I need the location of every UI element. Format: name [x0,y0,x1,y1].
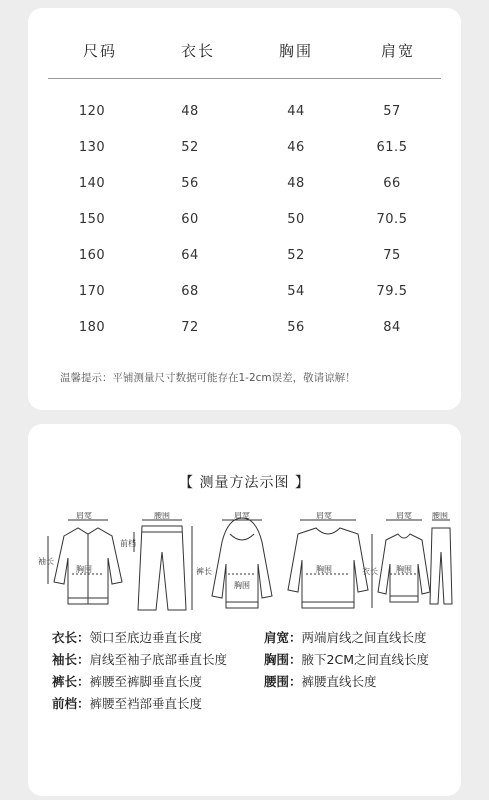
table-row [28,104,461,128]
label-chest: 胸围 [234,581,250,590]
method-title: 【 测量方法示图 】 [179,475,310,491]
header-chest: 胸围 [278,42,313,60]
cell-chest: 50 [287,212,305,227]
definition-waist: 腰围：裤腰直线长度 [264,674,377,689]
label-shoulder: 肩宽 [234,512,250,520]
definition-pants-length: 裤长：裤腰至裤脚垂直长度 [52,674,203,689]
table-header [28,40,461,70]
measurement-diagram [36,512,454,624]
cell-chest: 54 [287,284,305,299]
cell-chest: 46 [287,140,305,155]
cell-shoulder: 70.5 [376,212,408,227]
header-size: 尺码 [82,42,117,60]
definition-rise: 前档：裤腰至裆部垂直长度 [52,696,203,711]
measurement-method-card [28,424,461,796]
definition-sleeve: 袖长：肩线至袖子底部垂直长度 [52,652,228,667]
header-shoulder: 肩宽 [380,42,415,60]
cell-size: 120 [78,104,106,119]
cell-chest: 52 [287,248,305,263]
cell-length: 48 [181,104,199,119]
cell-length: 68 [181,284,199,299]
measurement-note: 温馨提示：平铺测量尺寸数据可能存在1-2cm误差，敬请谅解！ [60,372,356,384]
cell-length: 52 [181,140,199,155]
cell-length: 64 [181,248,199,263]
size-chart-card [28,8,461,410]
cell-shoulder: 57 [383,104,401,119]
garment-illustrations [36,512,454,624]
label-shoulder: 肩宽 [316,512,332,520]
label-sleeve: 袖长 [38,557,54,566]
definition-shoulder: 肩宽：两端肩线之间直线长度 [264,630,427,645]
cell-shoulder: 61.5 [376,140,408,155]
cell-shoulder: 84 [383,320,401,335]
header-length: 衣长 [180,42,215,60]
label-chest: 胸围 [396,565,412,574]
cell-chest: 56 [287,320,305,335]
cell-length: 60 [181,212,199,227]
table-row [28,176,461,200]
hoodie-illustration [212,518,272,608]
label-chest: 胸围 [76,565,92,574]
sweatshirt-illustration [378,520,430,602]
cell-shoulder: 66 [383,176,401,191]
cell-shoulder: 79.5 [376,284,408,299]
cell-shoulder: 75 [383,248,401,263]
cell-size: 180 [78,320,106,335]
cell-length: 56 [181,176,199,191]
cell-size: 150 [78,212,106,227]
sweater-illustration [288,520,372,608]
header-divider [48,78,441,79]
label-waist: 腰围 [154,512,170,520]
jacket-illustration [48,520,122,604]
pants-illustration [134,520,192,610]
joggers-illustration [430,520,452,604]
label-shoulder: 肩宽 [396,512,412,520]
table-row [28,284,461,308]
table-row [28,140,461,164]
label-shoulder: 肩宽 [76,512,92,520]
table-row [28,320,461,344]
cell-chest: 44 [287,104,305,119]
definition-length: 衣长：领口至底边垂直长度 [52,630,203,645]
label-waist: 腰围 [432,512,448,520]
table-row [28,248,461,272]
label-length: 衣长 [362,567,378,576]
table-row [28,212,461,236]
cell-size: 130 [78,140,106,155]
definition-chest: 胸围：腋下2CM之间直线长度 [264,652,429,667]
cell-length: 72 [181,320,199,335]
label-chest: 胸围 [316,565,332,574]
cell-size: 170 [78,284,106,299]
label-rise: 前档 [120,539,136,548]
label-pants-length: 裤长 [196,567,212,576]
cell-size: 140 [78,176,106,191]
cell-chest: 48 [287,176,305,191]
cell-size: 160 [78,248,106,263]
